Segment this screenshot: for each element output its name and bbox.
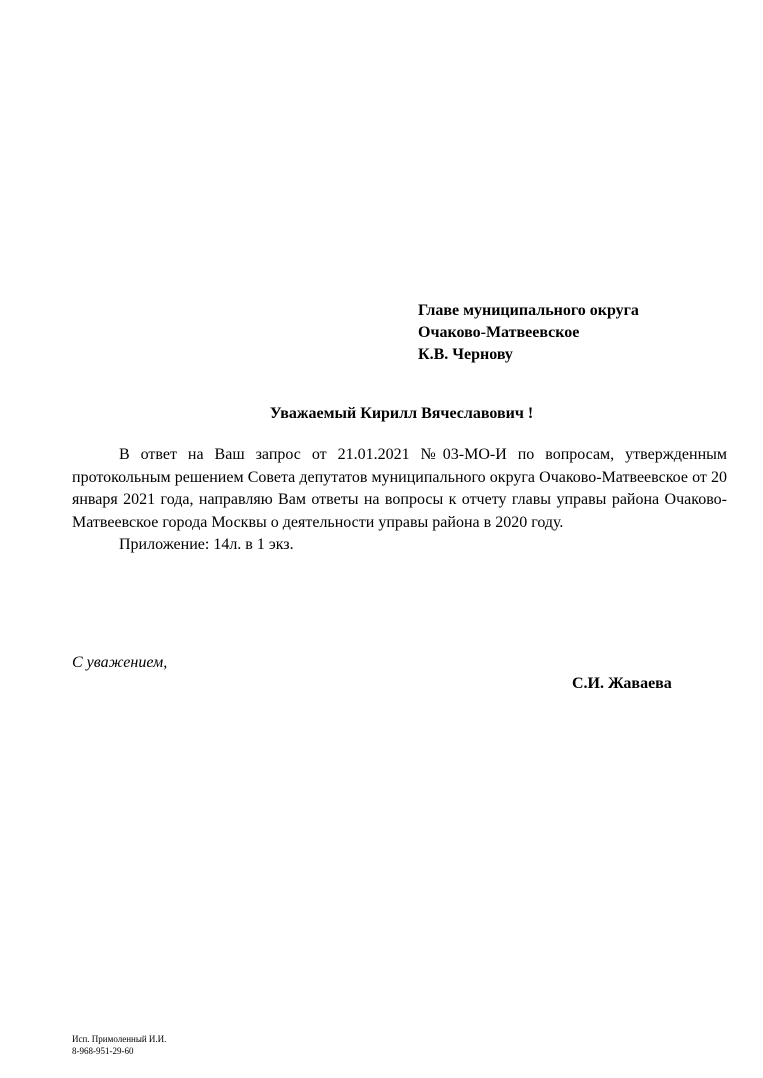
- salutation-text: Уважаемый Кирилл Вячеславович !: [269, 405, 534, 422]
- executor-phone: 8-968-951-29-60: [72, 1045, 134, 1056]
- body-paragraph: В ответ на Ваш запрос от 21.01.2021 №03-МО-И по вопросам, утвержденным протокольным решением Совета депутатов муниципального округа Очаково-Матвеевское от 20 января 2021 года, направляю Вам ответы на вопросы к отчету главы управы района Очаково-Матвеевское города Москвы о деятельности управы района в 2020 году.: [72, 446, 727, 531]
- addressee-position: Главе муниципального округа: [418, 302, 639, 319]
- salutation-line: [0, 403, 763, 425]
- addressee-block: [418, 300, 639, 366]
- executor-name: Исп. Примоленный И.И.: [72, 1034, 167, 1044]
- addressee-district: Очаково-Матвеевское: [418, 324, 580, 341]
- signer-name: С.И. Жаваева: [572, 675, 672, 692]
- attachment-note: Приложение: 14л. в 1 экз.: [119, 536, 294, 553]
- closing-regards: С уважением,: [72, 654, 168, 671]
- addressee-name: К.В. Чернову: [418, 346, 513, 363]
- executor-block: [72, 1034, 166, 1057]
- letter-body: [72, 444, 727, 557]
